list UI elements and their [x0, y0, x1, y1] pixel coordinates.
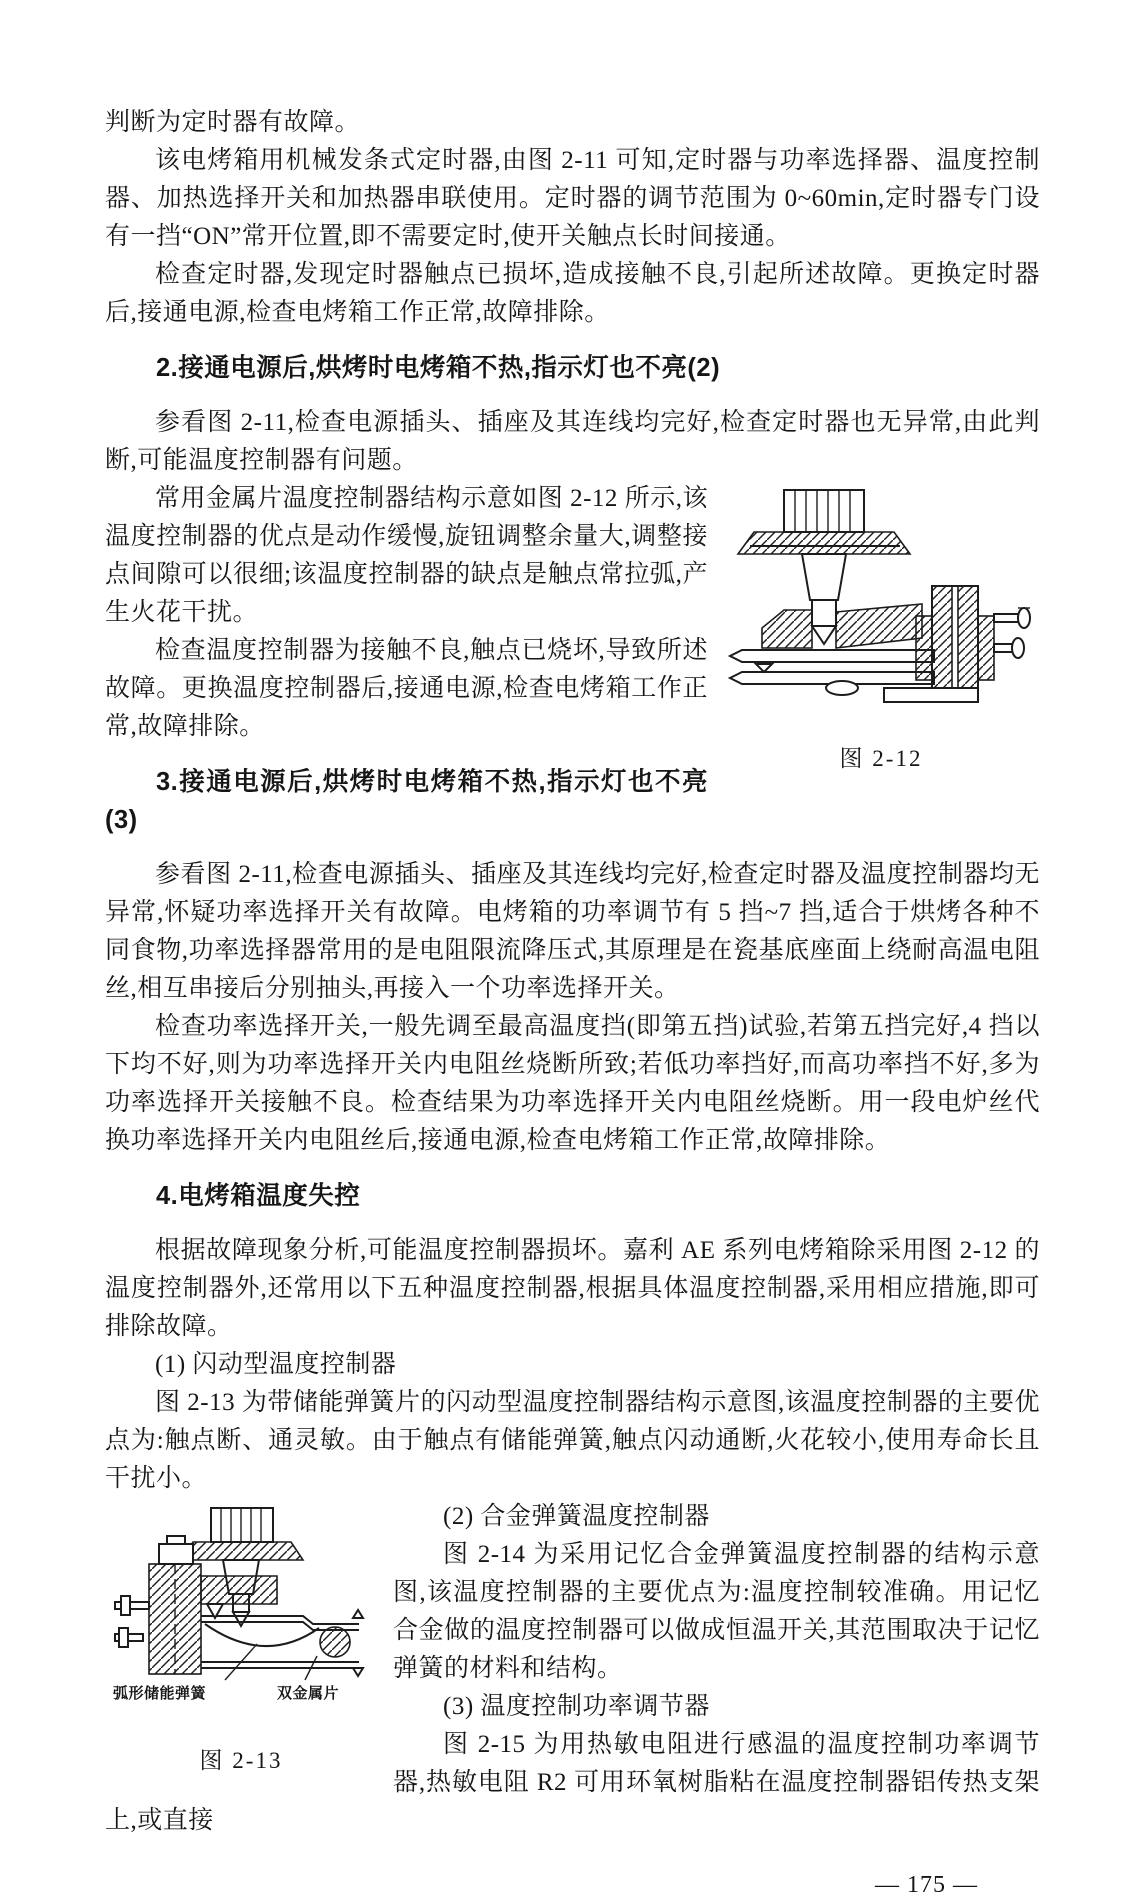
paragraph-continued: 判断为定时器有故障。 — [105, 109, 361, 136]
list-item-1: (1) 闪动型温度控制器 — [155, 1351, 397, 1378]
paragraph-thermistor-regulator: 图 2-15 为用热敏电阻进行感温的温度控制功率调节器,热敏电阻 R2 可用环氧树脂粘在温度控制器铝传热支架上,或直接 — [105, 1731, 1040, 1834]
label-bimetal-strip: 双金属片 — [277, 1686, 340, 1702]
page-number: — 175 — — [875, 1872, 978, 1898]
section-heading-3: 3.接通电源后,烘烤时电烤箱不热,指示灯也不亮(3) — [105, 768, 708, 834]
paragraph-timer-type: 该电烤箱用机械发条式定时器,由图 2-11 可知,定时器与功率选择器、温度控制器、加热选择开关和加热器串联使用。定时器的调节范围为 0~60min,定时器专门设有一挡“ON”常开位置,即不需要定时,使开关触点长时间接通。 — [105, 147, 1040, 250]
screw-icon — [115, 1596, 149, 1647]
paragraph-metal-strip-controller: 常用金属片温度控制器结构示意如图 2-12 所示,该温度控制器的优点是动作缓慢,旋钮调整余量大,调整接点间隙可以很细;该温度控制器的缺点是触点常拉弧,产生火花干扰。 — [105, 485, 708, 626]
paragraph-fault-analysis: 根据故障现象分析,可能温度控制器损坏。嘉利 AE 系列电烤箱除采用图 2-12 的温度控制器外,还常用以下五种温度控制器,根据具体温度控制器,采用相应措施,即可排除故障。 — [105, 1237, 1040, 1340]
paragraph-flash-controller: 图 2-13 为带储能弹簧片的闪动型温度控制器结构示意图,该温度控制器的主要优点为:触点断、通灵敏。由于触点有储能弹簧,触点闪动通断,火花较小,使用寿命长且干扰小。 — [105, 1389, 1040, 1492]
knob-icon — [211, 1508, 273, 1542]
paragraph-power-selector: 参看图 2-11,检查电源插头、插座及其连线均完好,检查定时器及温度控制器均无异常,怀疑功率选择开关有故障。电烤箱的功率调节有 5 挡~7 挡,适合于烘烤各种不同食物,功率选择器常用的是电阻限流降压式,其原理是在瓷基底座面上绕耐高温电阻丝,相互串接后分别抽头,再接入一个功率选择开关。 — [105, 861, 1040, 1002]
list-item-3: (3) 温度控制功率调节器 — [443, 1693, 710, 1720]
screw-icon — [994, 608, 1030, 658]
temperature-controller-drawing-2-12 — [722, 486, 1040, 708]
paragraph-check-plug: 参看图 2-11,检查电源插头、插座及其连线均完好,检查定时器也无异常,由此判断,可能温度控制器有问题。 — [105, 409, 1040, 474]
section-heading-2: 2.接通电源后,烘烤时电烤箱不热,指示灯也不亮(2) — [156, 354, 721, 382]
paragraph-alloy-spring-controller: 图 2-14 为采用记忆合金弹簧温度控制器的结构示意图,该温度控制器的主要优点为:温度控制较准确。用记忆合金做的温度控制器可以做成恒温开关,其范围取决于记忆弹簧的材料和结构。 — [393, 1541, 1040, 1682]
section-heading-4: 4.电烤箱温度失控 — [156, 1182, 361, 1210]
temperature-controller-drawing-2-13 — [107, 1506, 375, 1720]
paragraph-power-selector-check: 检查功率选择开关,一般先调至最高温度挡(即第五挡)试验,若第五挡完好,4 挡以下均不好,则为功率选择开关内电阻丝烧断所致;若低功率挡好,而高功率挡不好,多为功率选择开关接触不良。检查结果为功率选择开关内电阻丝烧断。用一段电炉丝代换功率选择开关内电阻丝后,接通电源,检查电烤箱工作正常,故障排除。 — [105, 1013, 1040, 1154]
knob-icon — [784, 490, 864, 532]
label-arc-spring: 弧形储能弹簧 — [113, 1686, 207, 1702]
figure-2-12-caption: 图 2-12 — [839, 746, 923, 771]
page-body — [105, 104, 1040, 1904]
list-item-2: (2) 合金弹簧温度控制器 — [443, 1503, 710, 1530]
paragraph-controller-check: 检查温度控制器为接触不良,触点已烧坏,导致所述故障。更换温度控制器后,接通电源,检查电烤箱工作正常,故障排除。 — [105, 637, 708, 740]
figure-2-12 — [722, 486, 1040, 778]
figure-2-13 — [105, 1506, 377, 1780]
figure-2-13-caption: 图 2-13 — [199, 1748, 283, 1773]
paragraph-timer-check: 检查定时器,发现定时器触点已损坏,造成接触不良,引起所述故障。更换定时器后,接通电源,检查电烤箱工作正常,故障排除。 — [105, 261, 1040, 326]
